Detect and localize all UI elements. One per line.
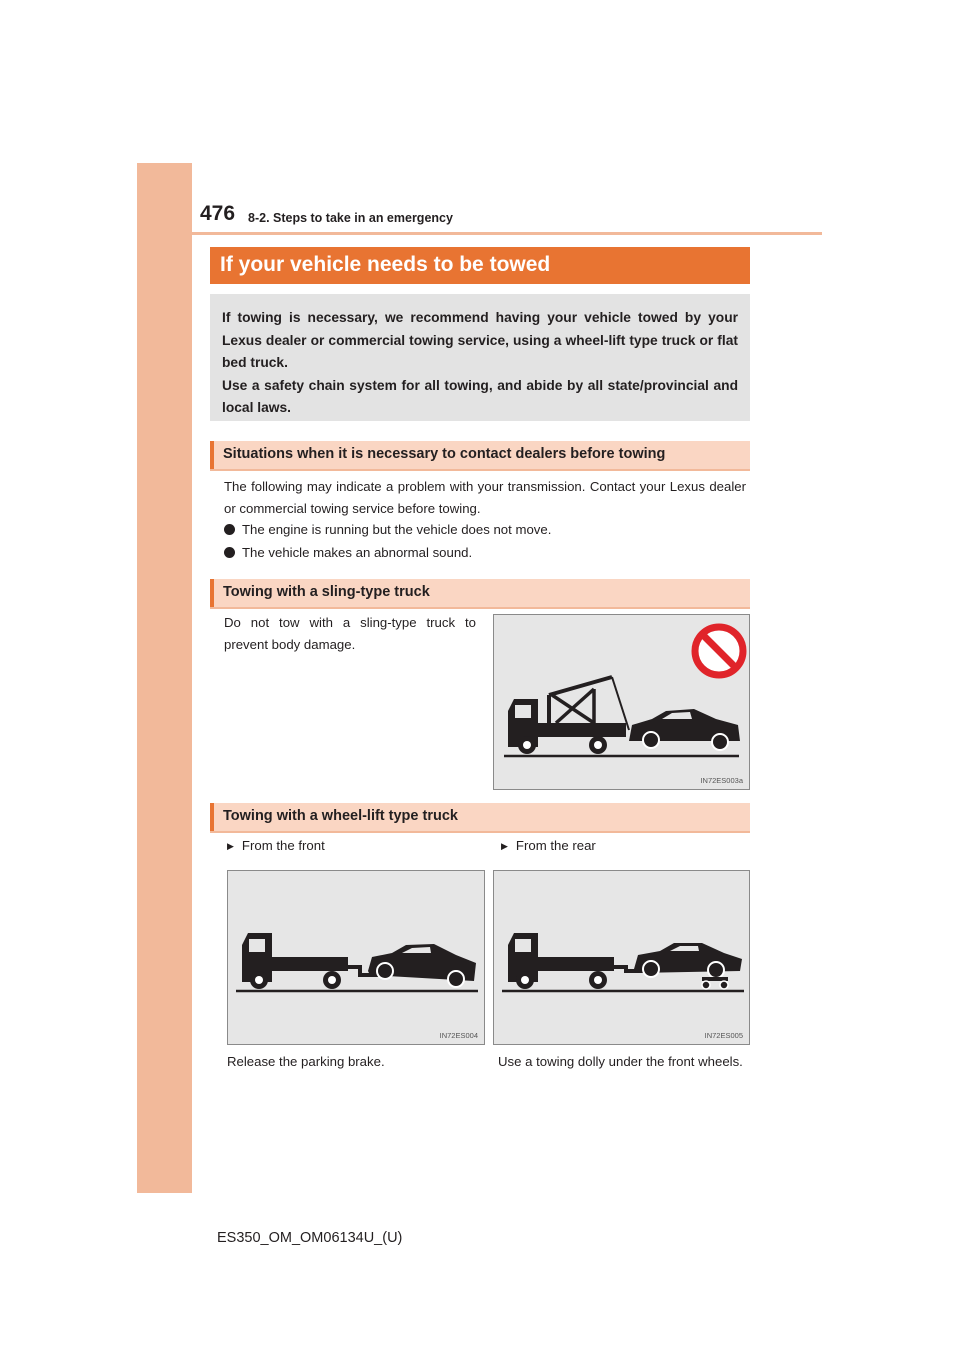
- side-tab-bar: [137, 163, 192, 1193]
- bullet-item: [224, 522, 551, 537]
- rear-view-label-text: From the rear: [515, 838, 596, 853]
- sling-section-heading: Towing with a sling-type truck: [210, 579, 750, 607]
- dealers-section-heading: Situations when it is necessary to contact dealers before towing: [210, 441, 750, 469]
- bullet-text: The vehicle makes an abnormal sound.: [242, 545, 473, 560]
- rear-view-label: [501, 838, 596, 853]
- triangle-right-icon: ▶: [501, 841, 508, 851]
- document-footer-code: ES350_OM_OM06134U_(U): [217, 1230, 403, 1246]
- triangle-right-icon: ▶: [227, 841, 234, 851]
- intro-box: [210, 294, 750, 421]
- illustration-code: IN72ES005: [704, 1031, 743, 1040]
- bullet-icon: [224, 547, 235, 558]
- intro-paragraph-1: If towing is necessary, we recommend having your vehicle towed by your Lexus dealer or commercial towing service, using a wheel-lift type truck or flat bed truck.: [222, 310, 738, 370]
- sling-truck-drawing: [494, 615, 751, 791]
- illustration-code: IN72ES004: [439, 1031, 478, 1040]
- main-heading: If your vehicle needs to be towed: [210, 247, 750, 284]
- rear-tow-caption: Use a towing dolly under the front wheels.: [498, 1054, 743, 1069]
- rear-tow-illustration: [493, 870, 750, 1045]
- page-number: 476: [200, 202, 236, 225]
- intro-paragraph-2: Use a safety chain system for all towing, and abide by all state/provincial and local laws.: [222, 377, 738, 415]
- header-divider: [192, 232, 822, 235]
- bullet-item: [224, 545, 472, 560]
- rear-tow-drawing: [494, 871, 751, 1046]
- prohibited-icon: [695, 627, 743, 675]
- front-tow-illustration: [227, 870, 485, 1045]
- illustration-code: IN72ES003a: [700, 776, 743, 785]
- sling-truck-illustration: [493, 614, 750, 790]
- wheel-lift-section-heading: Towing with a wheel-lift type truck: [210, 803, 750, 831]
- front-tow-caption: Release the parking brake.: [227, 1054, 385, 1069]
- sling-section-text: Do not tow with a sling-type truck to prevent body damage.: [224, 615, 476, 652]
- front-view-label-text: From the front: [241, 838, 325, 853]
- chapter-section-title: 8-2. Steps to take in an emergency: [248, 211, 453, 225]
- front-tow-drawing: [228, 871, 486, 1046]
- bullet-text: The engine is running but the vehicle does not move.: [242, 522, 552, 537]
- bullet-icon: [224, 524, 235, 535]
- front-view-label: [227, 838, 325, 853]
- dealers-section-text: The following may indicate a problem with your transmission. Contact your Lexus dealer or commercial towing service before towing.: [224, 479, 746, 516]
